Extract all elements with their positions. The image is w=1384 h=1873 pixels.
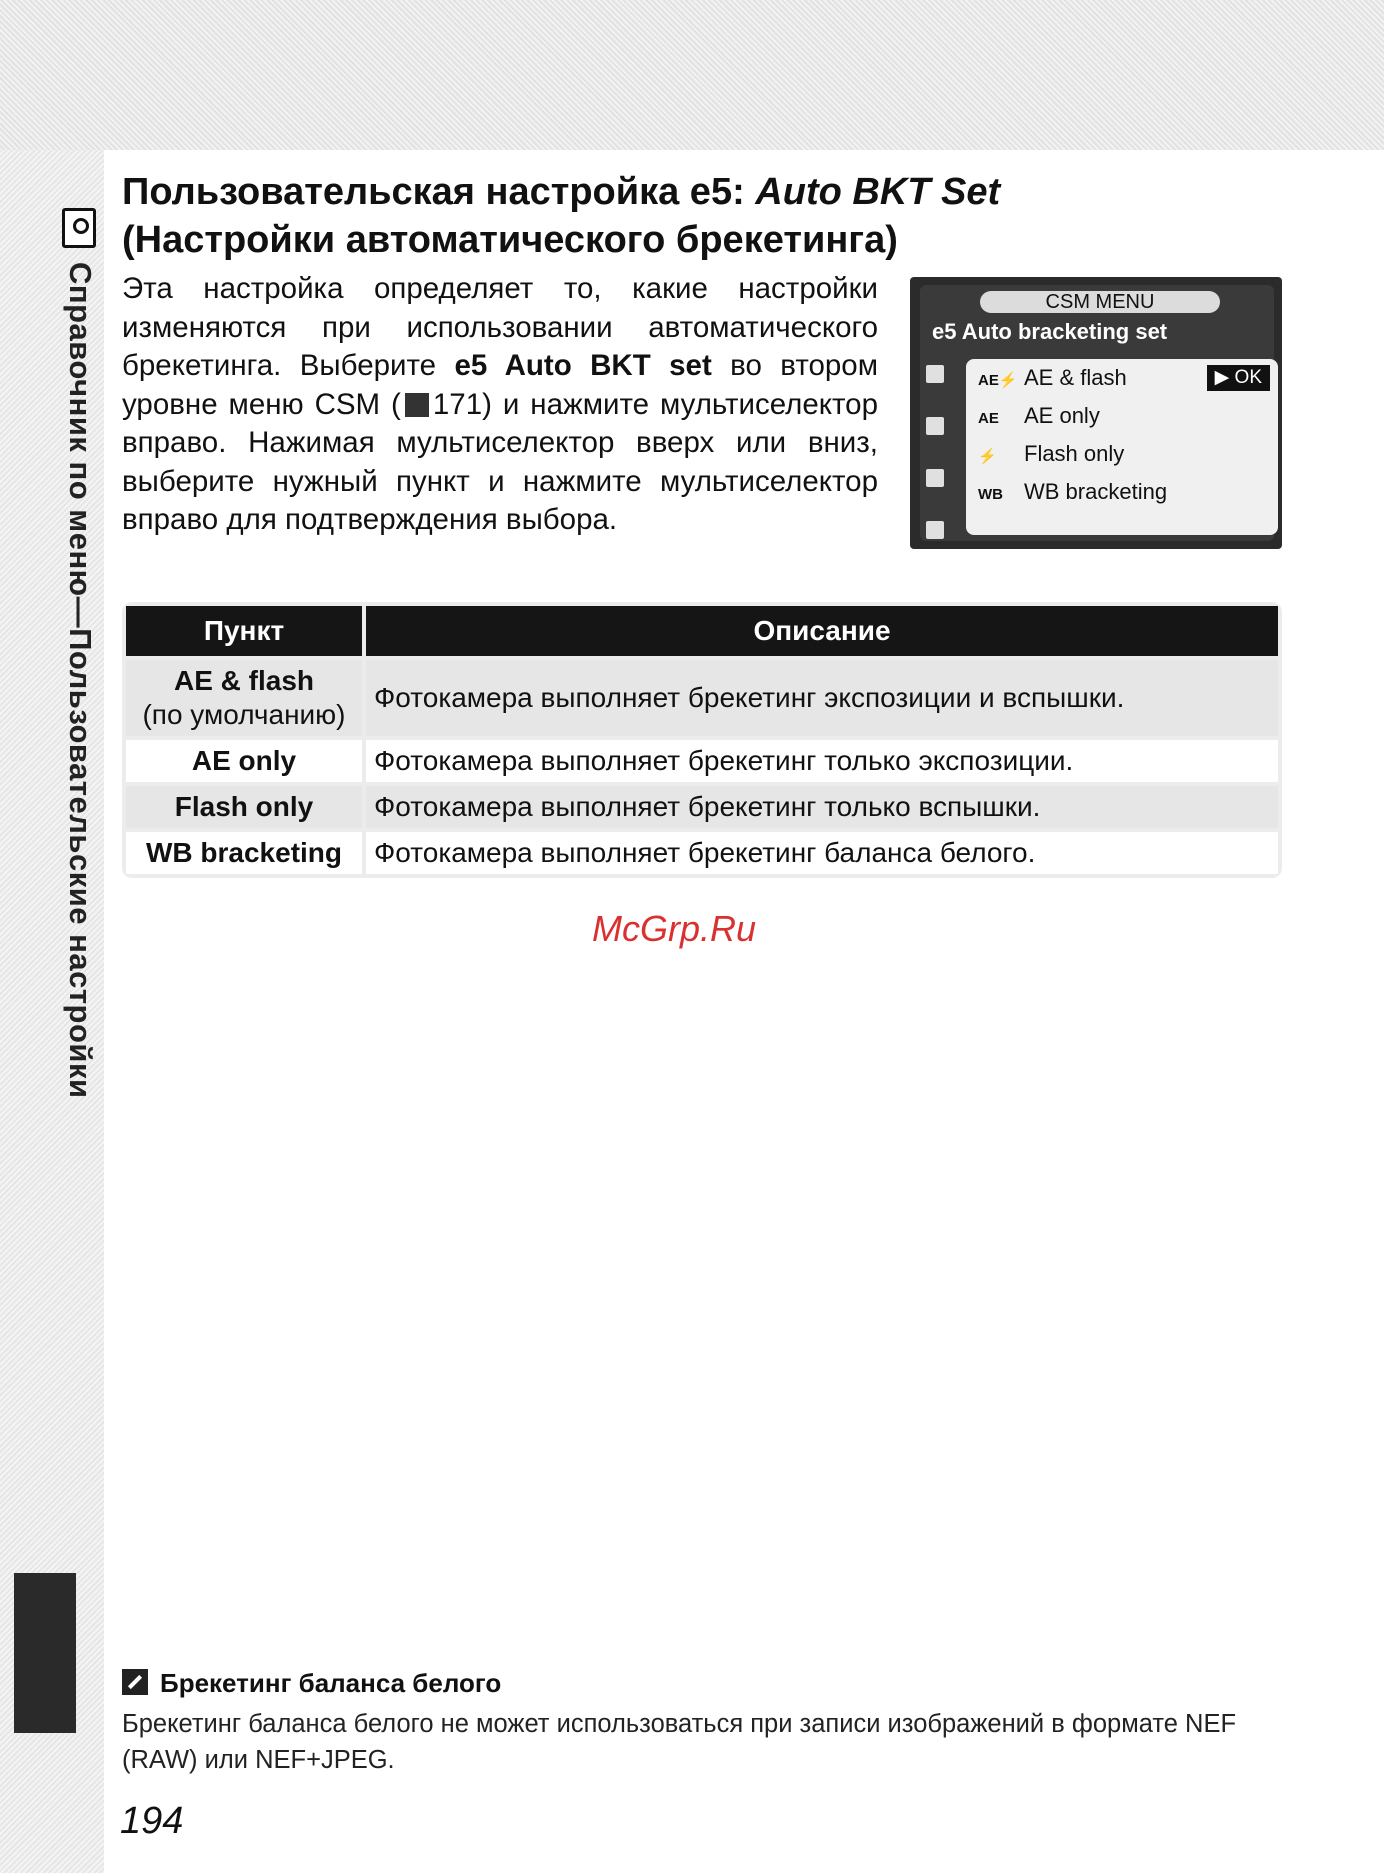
option-label: WB bracketing: [1024, 479, 1168, 504]
screen-option: [966, 473, 1278, 511]
table-row: [126, 832, 1278, 874]
option-icon: WB: [978, 486, 1003, 503]
note-body: Брекетинг баланса белого не может использоваться при записи изображений в формате NEF (RAW) или NEF+JPEG.: [122, 1710, 1237, 1774]
item-name: AE & flash: [173, 665, 315, 696]
page-ref-icon: [405, 393, 429, 417]
camera-menu-screen: [910, 277, 1282, 549]
page-ref: 171: [432, 387, 483, 421]
table-row: [126, 660, 1278, 736]
option-icon: ⚡: [978, 448, 997, 465]
screen-title: CSM MENU: [980, 291, 1220, 313]
screen-sidebar: [926, 365, 946, 573]
page-number: 194: [120, 1800, 184, 1842]
row-description: Фотокамера выполняет брекетинг только вспышки.: [366, 786, 1278, 828]
option-label: AE only: [1024, 403, 1100, 428]
table-header-row: [126, 606, 1278, 656]
table-row: [126, 740, 1278, 782]
pencil-note-icon: [122, 1669, 148, 1695]
table-row: [126, 786, 1278, 828]
column-header-description: Описание: [366, 606, 1278, 656]
camera-icon: [62, 208, 96, 248]
header-band: [0, 0, 1384, 150]
title-line2: (Настройки автоматического брекетинга): [122, 219, 898, 261]
pencil-icon: [926, 469, 944, 487]
screen-option: [966, 359, 1278, 397]
screen-option: [966, 435, 1278, 473]
option-label: Flash only: [1024, 441, 1125, 466]
row-item: WB bracketing: [126, 832, 362, 874]
side-tab-label: Справочник по меню—Пользовательские настройки: [63, 262, 98, 1099]
row-item: [126, 660, 362, 736]
note-title: Брекетинг баланса белого: [160, 1668, 502, 1698]
intro-text-1: Эта настройка определяет то, какие настройки изменяются при использовании автоматического брекетинга. Выберите: [122, 272, 878, 382]
options-table: [122, 602, 1282, 878]
screen-options: [966, 359, 1278, 535]
screen-subtitle: e5 Auto bracketing set: [932, 319, 1168, 344]
intro-text-2: во втором уровне меню CSM (: [122, 349, 878, 421]
playback-icon: [926, 365, 944, 383]
side-tab-marker: [14, 1573, 76, 1733]
watermark: McGrp.Ru: [592, 908, 757, 949]
page-title: [122, 168, 1082, 264]
wrench-icon: [926, 521, 944, 539]
screen-panel: [920, 285, 1274, 541]
row-item: AE only: [126, 740, 362, 782]
option-icon: AE⚡: [978, 372, 1018, 389]
column-header-item: Пункт: [126, 606, 362, 656]
option-icon: AE: [978, 410, 999, 427]
intro-item: e5 Auto BKT set: [454, 349, 712, 382]
intro-text-3: ) и нажмите мультиселектор вправо. Нажимая мультиселектор вверх или вниз, выберите нужный пункт и нажмите мультиселектор вправо для подтверждения выбора.: [122, 387, 878, 536]
title-name: Auto BKT Set: [755, 171, 1001, 213]
intro-paragraph: [122, 270, 878, 540]
title-prefix: Пользовательская настройка e5:: [122, 171, 756, 213]
shooting-icon: [926, 417, 944, 435]
option-label: AE & flash: [1024, 365, 1127, 390]
row-description: Фотокамера выполняет брекетинг баланса белого.: [366, 832, 1278, 874]
row-description: Фотокамера выполняет брекетинг только экспозиции.: [366, 740, 1278, 782]
note-heading: [122, 1668, 501, 1699]
ok-indicator: ▶ OK: [1207, 365, 1270, 391]
screen-option: [966, 397, 1278, 435]
row-item: Flash only: [126, 786, 362, 828]
row-description: Фотокамера выполняет брекетинг экспозиции и вспышки.: [366, 660, 1278, 736]
item-default-note: (по умолчанию): [142, 699, 346, 730]
